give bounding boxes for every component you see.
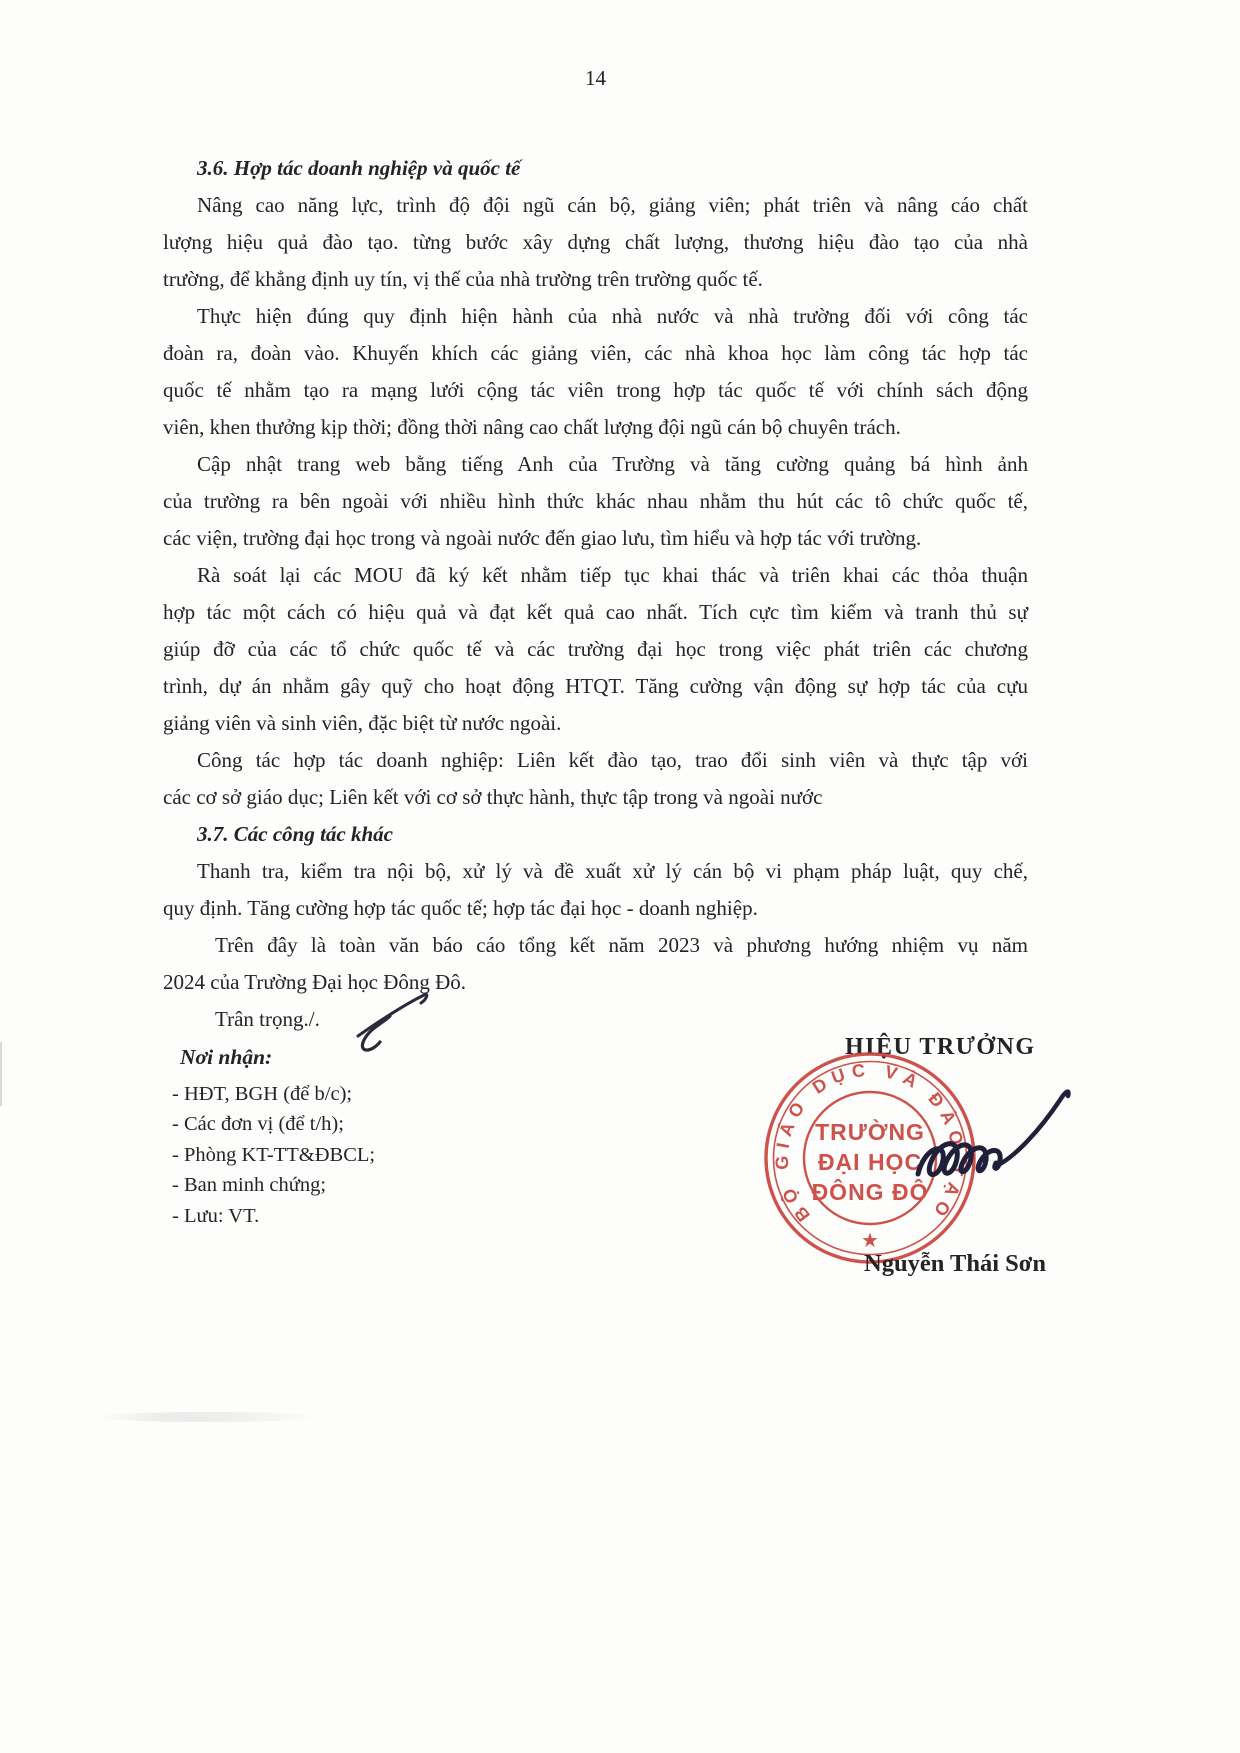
stamp-center-line: TRƯỜNG <box>815 1119 925 1145</box>
scan-smudge-artifact <box>95 1412 320 1422</box>
recipient-item: - Các đơn vị (để t/h); <box>172 1113 344 1136</box>
paragraph-line: giúp đỡ của các tổ chức quốc tế và các trường đại học trong việc phát triên các chương <box>163 637 1028 661</box>
section-heading-3-6: 3.6. Hợp tác doanh nghiệp và quốc tế <box>197 156 521 180</box>
paragraph-line: đoàn ra, đoàn vào. Khuyến khích các giảng viên, các nhà khoa học làm công tác hợp tác <box>163 341 1028 365</box>
paragraph-line: các cơ sở giáo dục; Liên kết với cơ sở thực hành, thực tập trong và ngoài nước <box>163 785 823 809</box>
recipient-item: - Ban minh chứng; <box>172 1174 327 1197</box>
stamp-center-line: ĐẠI HỌC <box>817 1149 923 1175</box>
paragraph-line: Nâng cao năng lực, trình độ đội ngũ cán bộ, giảng viên; phát triên và nâng cáo chất <box>197 193 1028 217</box>
recipient-item: - HĐT, BGH (để b/c); <box>172 1082 353 1105</box>
signer-name: Nguyễn Thái Sơn <box>864 1250 1046 1277</box>
stamp-star-icon: ★ <box>861 1230 879 1252</box>
scan-edge-artifact <box>0 1042 2 1106</box>
paragraph-line: Công tác hợp tác doanh nghiệp: Liên kết đào tạo, trao đổi sinh viên và thực tập với <box>197 748 1028 772</box>
paragraph-line: Thanh tra, kiểm tra nội bộ, xử lý và đề xuất xử lý cán bộ vi phạm pháp luật, quy chế, <box>197 859 1028 883</box>
recipient-item: - Lưu: VT. <box>172 1204 260 1227</box>
closing-regards: Trân trọng./. <box>215 1007 320 1031</box>
paragraph-line: Cập nhật trang web bằng tiếng Anh của Trường và tăng cường quảng bá hình ảnh <box>197 452 1028 476</box>
paragraph-line: quốc tế nhằm tạo ra mạng lưới cộng tác viên trong hợp tác quốc tế với chính sách động <box>163 378 1028 402</box>
recipients-label: Nơi nhận: <box>180 1045 273 1069</box>
paragraph-line: lượng hiệu quả đào tạo. từng bước xây dựng chất lượng, thương hiệu đào tạo của nhà <box>163 230 1028 254</box>
paragraph-line: hợp tác một cách có hiệu quả và đạt kết quả cao nhất. Tích cực tìm kiếm và tranh thủ sự <box>163 600 1028 624</box>
page-number: 14 <box>585 66 606 90</box>
document-body <box>163 150 1028 1038</box>
recipient-item: - Phòng KT-TT&ĐBCL; <box>172 1143 376 1166</box>
stamp-ring-text: BỘ GIÁO DỤC VÀ ĐÀO TẠO <box>771 1059 969 1226</box>
paragraph-line: viên, khen thưởng kịp thời; đồng thời nâng cao chất lượng đội ngũ cán bộ chuyên trách. <box>163 415 901 439</box>
paragraph-line: trường, để khẳng định uy tín, vị thế của nhà trường trên trường quốc tế. <box>163 267 763 291</box>
paragraph-line: Trên đây là toàn văn báo cáo tổng kết năm 2023 và phương hướng nhiệm vụ năm <box>215 933 1028 957</box>
stamp-center-line: ĐÔNG ĐÔ <box>811 1179 929 1205</box>
paragraph-line: Rà soát lại các MOU đã ký kết nhằm tiếp tục khai thác và triên khai các thỏa thuận <box>197 563 1028 587</box>
paragraph-line: quy định. Tăng cường hợp tác quốc tế; hợp tác đại học - doanh nghiệp. <box>163 896 758 920</box>
paragraph-line: các viện, trường đại học trong và ngoài nước đến giao lưu, tìm hiểu và hợp tác với trường. <box>163 526 922 550</box>
paragraph-line: của trường ra bên ngoài với nhiều hình thức khác nhau nhằm thu hút các tô chức quốc tế, <box>163 489 1028 513</box>
section-heading-3-7: 3.7. Các công tác khác <box>197 822 393 846</box>
signatory-title: HIỆU TRƯỞNG <box>845 1034 1036 1060</box>
handwritten-signature <box>912 1078 1082 1198</box>
paragraph-line: 2024 của Trường Đại học Đông Đô. <box>163 970 467 994</box>
paragraph-line: trình, dự án nhằm gây quỹ cho hoạt động HTQT. Tăng cường vận động sự hợp tác của cựu <box>163 674 1028 698</box>
paragraph-line: Thực hiện đúng quy định hiện hành của nhà nước và nhà trường đối với công tác <box>197 304 1028 328</box>
recipients-block <box>172 1042 375 1232</box>
paragraph-line: giảng viên và sinh viên, đặc biệt từ nước ngoài. <box>163 711 562 735</box>
